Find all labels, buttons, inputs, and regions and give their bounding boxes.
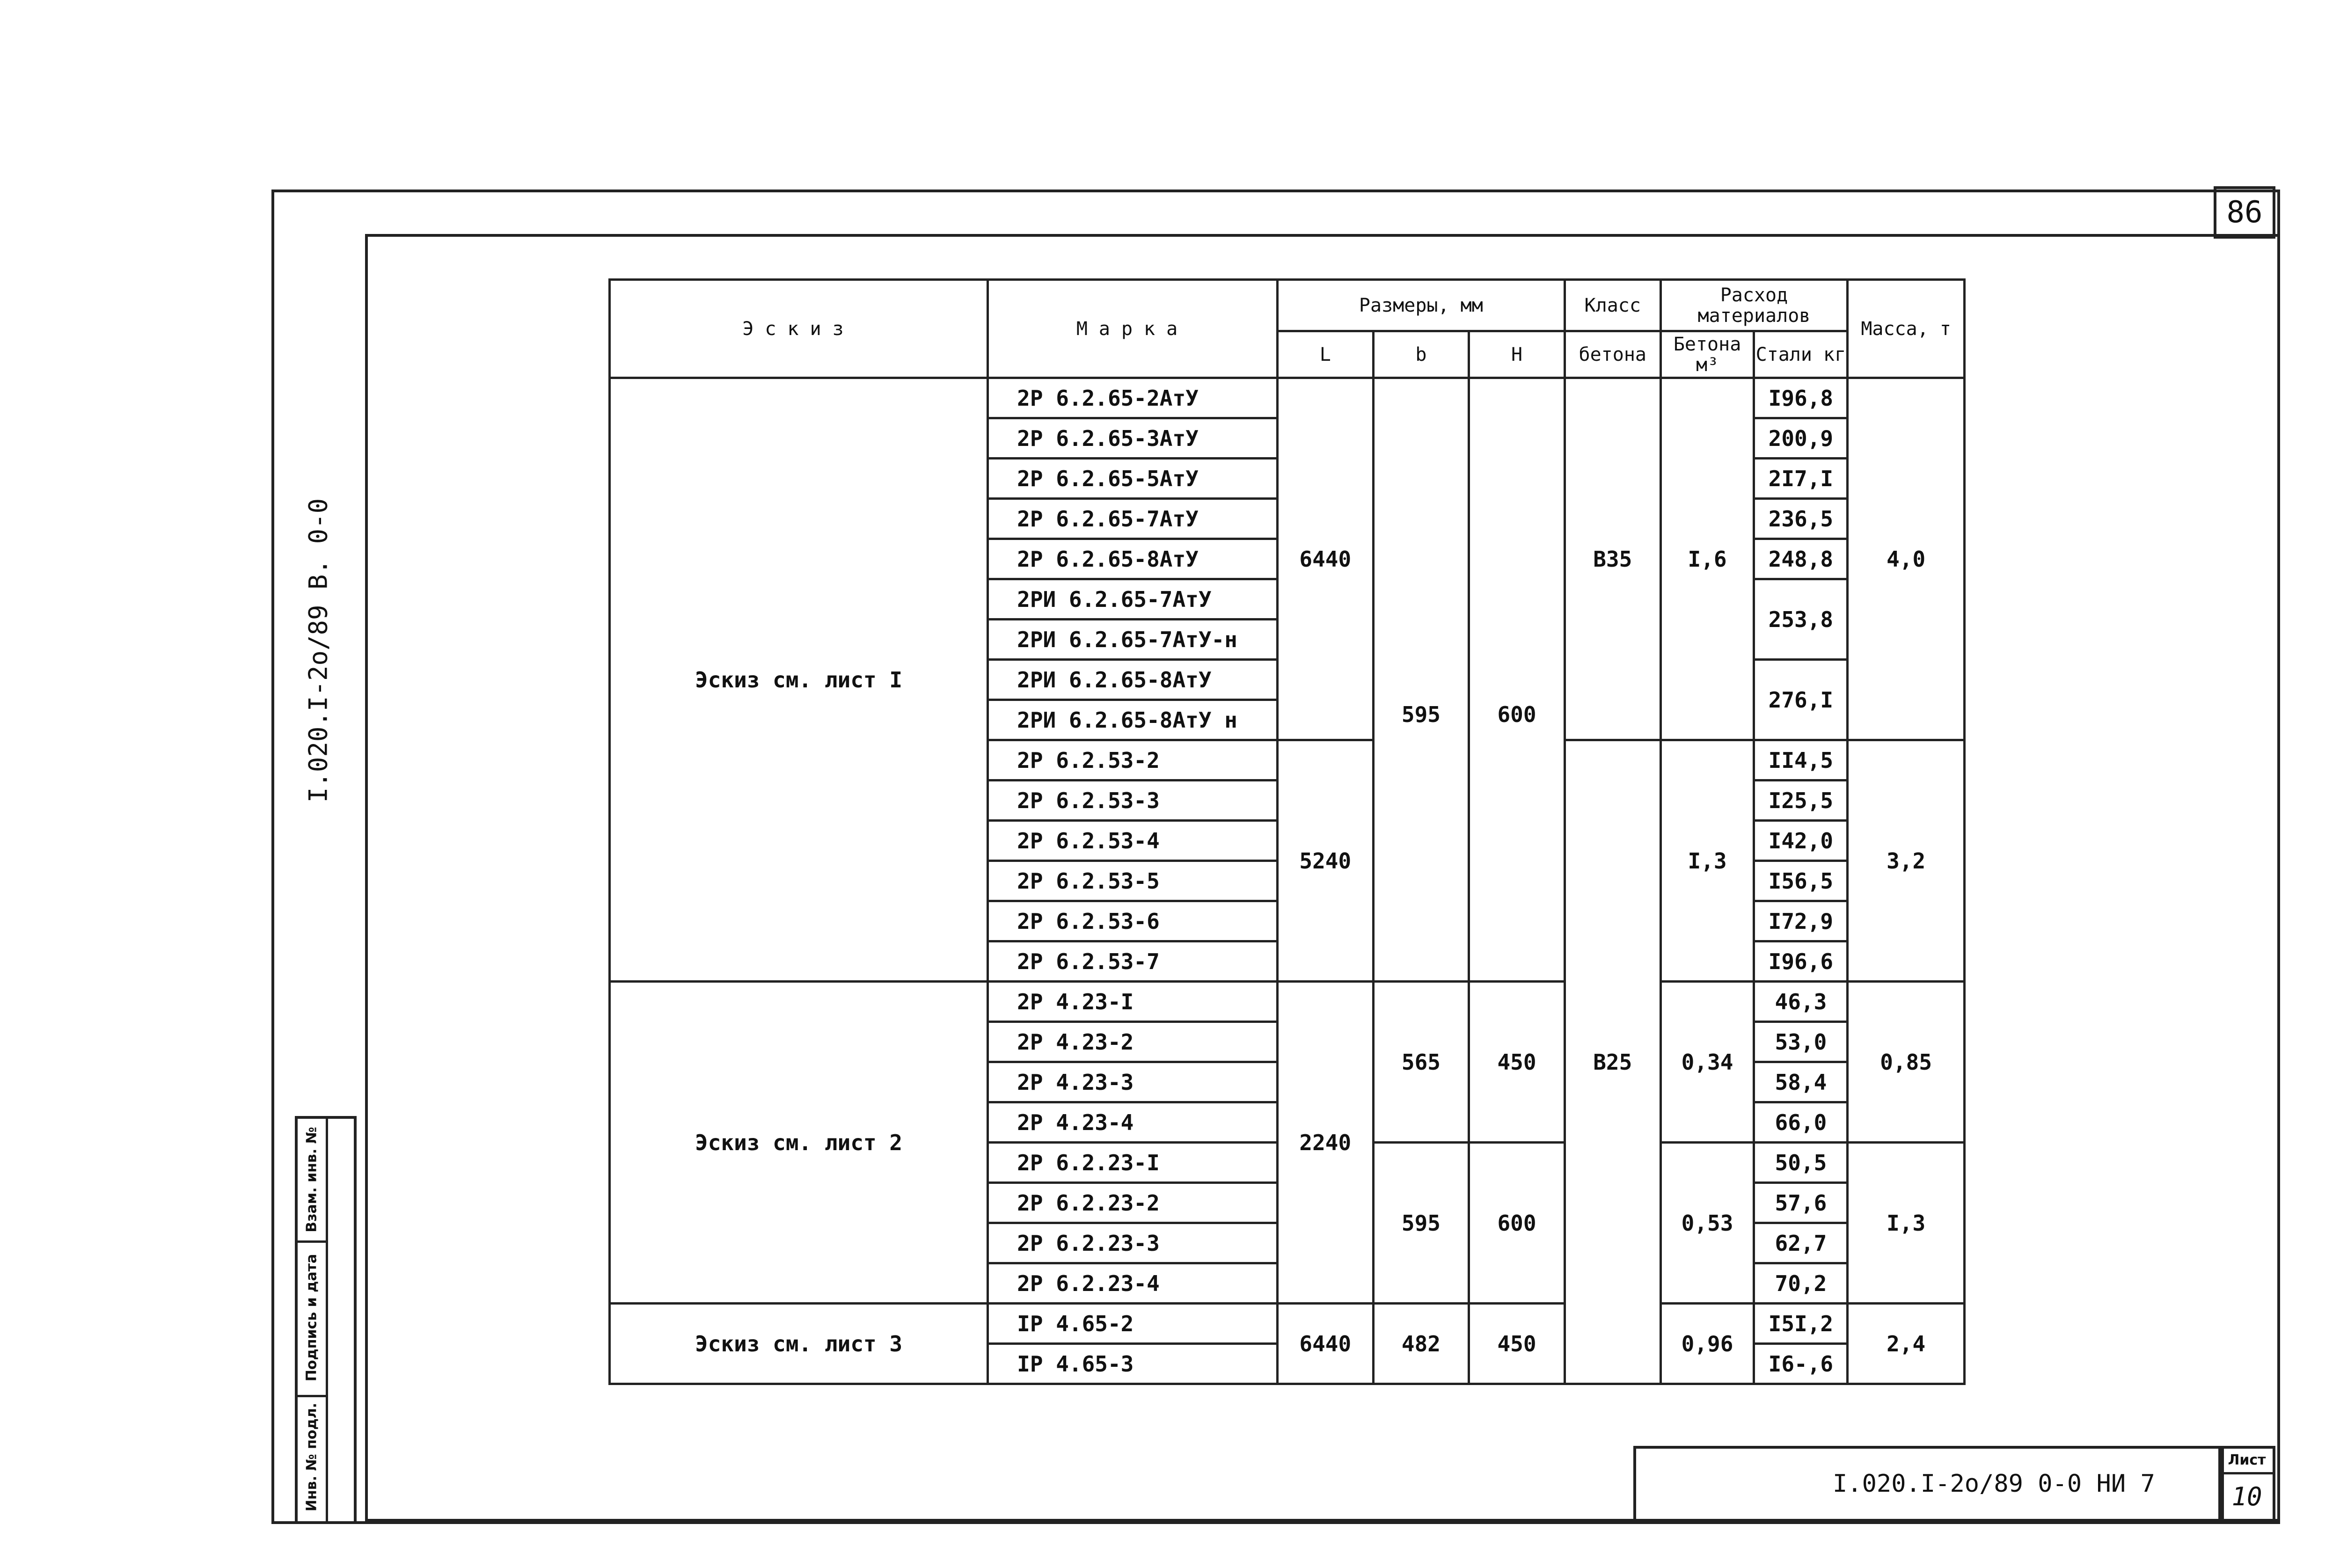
steel-cell: 253,8 [1754,579,1848,660]
b-565: 565 [1373,982,1469,1143]
header-klass: Класс [1565,280,1660,331]
steel-cell: 50,5 [1754,1143,1848,1183]
mark-cell: 2РИ 6.2.65-8АтУ [988,660,1278,700]
mark-cell: 2Р 6.2.65-2АтУ [988,378,1278,418]
mark-cell: 2Р 6.2.23-2 [988,1183,1278,1223]
mark-cell: 2Р 6.2.65-8АтУ [988,539,1278,579]
mark-cell: 2Р 6.2.23-3 [988,1223,1278,1263]
mark-cell: 2РИ 6.2.65-7АтУ-н [988,620,1278,660]
mark-cell: IР 4.65-2 [988,1304,1278,1344]
stamp-cell-podpis: Подпись и дата [298,1240,326,1397]
mark-cell: 2Р 4.23-I [988,982,1278,1022]
side-code-text: I.020.I-2о/89 В. 0-0 [303,498,333,803]
mark-cell: 2Р 4.23-4 [988,1102,1278,1143]
steel-cell: 200,9 [1754,418,1848,459]
massa-2-4: 2,4 [1848,1304,1965,1384]
sheet-number: 10 [2231,1482,2262,1511]
mark-cell: 2Р 6.2.23-I [988,1143,1278,1183]
header-H: H [1469,331,1565,378]
mark-cell: 2Р 6.2.65-5АтУ [988,459,1278,499]
steel-cell: I5I,2 [1754,1304,1848,1344]
steel-cell: II4,5 [1754,740,1848,780]
steel-cell: 58,4 [1754,1062,1848,1102]
steel-cell: 236,5 [1754,499,1848,539]
sheet-top-number: 86 [2214,186,2275,239]
beton-1-6: I,6 [1660,378,1754,740]
eskiz-sheet-1: Эскиз см. лист I [610,378,988,982]
mark-cell: IР 4.65-3 [988,1344,1278,1384]
steel-cell: 53,0 [1754,1022,1848,1062]
header-marka: Марка [988,280,1278,378]
steel-cell: 2I7,I [1754,459,1848,499]
mark-cell: 2РИ 6.2.65-7АтУ [988,579,1278,620]
beton-0-34: 0,34 [1660,982,1754,1143]
header-razmery: Размеры, мм [1277,280,1565,331]
H-600-common: 600 [1469,378,1565,982]
massa-0-85: 0,85 [1848,982,1965,1143]
massa-4-0: 4,0 [1848,378,1965,740]
steel-cell: 66,0 [1754,1102,1848,1143]
side-stamp [295,1116,357,1524]
eskiz-sheet-2: Эскиз см. лист 2 [610,982,988,1304]
sheet-number-box [2218,1446,2275,1522]
header-beton-m3: Бетона м³ [1660,331,1754,378]
title-block-code: I.020.I-2о/89 0-0 НИ 7 [1833,1470,2155,1498]
header-eskiz: Эскиз [610,280,988,378]
mark-cell: 2Р 6.2.53-2 [988,740,1278,780]
sheet-label: Лист [2221,1449,2273,1474]
header-stali-kg: Стали кг [1754,331,1848,378]
H-600: 600 [1469,1143,1565,1304]
H-450-g3: 450 [1469,1304,1565,1384]
mark-cell: 2Р 6.2.53-7 [988,941,1278,982]
H-450: 450 [1469,982,1565,1143]
header-betona: бетона [1565,331,1660,378]
title-block [1633,1446,2224,1522]
steel-cell: I25,5 [1754,780,1848,821]
beton-0-53: 0,53 [1660,1143,1754,1304]
steel-cell: 62,7 [1754,1223,1848,1263]
beton-0-96: 0,96 [1660,1304,1754,1384]
stamp-cell-inv: Инв. № подл. [303,1402,320,1511]
header-rashod: Расход материалов [1660,280,1848,331]
steel-cell: I56,5 [1754,861,1848,901]
mark-cell: 2Р 6.2.53-6 [988,901,1278,941]
header-b: b [1373,331,1469,378]
header-L: L [1277,331,1373,378]
mark-cell: 2Р 6.2.23-4 [988,1263,1278,1304]
L-6440: 6440 [1277,378,1373,740]
mark-cell: 2Р 4.23-3 [988,1062,1278,1102]
L-2240: 2240 [1277,982,1373,1304]
steel-cell: I42,0 [1754,821,1848,861]
mark-cell: 2РИ 6.2.65-8АтУ н [988,700,1278,740]
massa-1-3: I,3 [1848,1143,1965,1304]
L-6440-g3: 6440 [1277,1304,1373,1384]
steel-cell: 46,3 [1754,982,1848,1022]
specification-table [608,278,1966,1385]
klass-B35: В35 [1565,378,1660,740]
steel-cell: I72,9 [1754,901,1848,941]
beton-1-3: I,3 [1660,740,1754,982]
steel-cell: 70,2 [1754,1263,1848,1304]
massa-3-2: 3,2 [1848,740,1965,982]
steel-cell: I96,6 [1754,941,1848,982]
side-document-code [271,498,365,803]
mark-cell: 2Р 6.2.53-4 [988,821,1278,861]
mark-cell: 2Р 6.2.53-3 [988,780,1278,821]
b-595-common: 595 [1373,378,1469,982]
stamp-cell-vzam: Взам. инв. № [298,1119,326,1243]
eskiz-sheet-3: Эскиз см. лист 3 [610,1304,988,1384]
steel-cell: 248,8 [1754,539,1848,579]
header-massa: Масса, т [1848,280,1965,378]
steel-cell: 57,6 [1754,1183,1848,1223]
steel-cell: I6-,6 [1754,1344,1848,1384]
L-5240: 5240 [1277,740,1373,982]
b-595: 595 [1373,1143,1469,1304]
steel-cell: I96,8 [1754,378,1848,418]
mark-cell: 2Р 6.2.53-5 [988,861,1278,901]
mark-cell: 2Р 6.2.65-3АтУ [988,418,1278,459]
mark-cell: 2Р 6.2.65-7АтУ [988,499,1278,539]
b-482: 482 [1373,1304,1469,1384]
mark-cell: 2Р 4.23-2 [988,1022,1278,1062]
klass-B25: В25 [1565,740,1660,1384]
steel-cell: 276,I [1754,660,1848,740]
